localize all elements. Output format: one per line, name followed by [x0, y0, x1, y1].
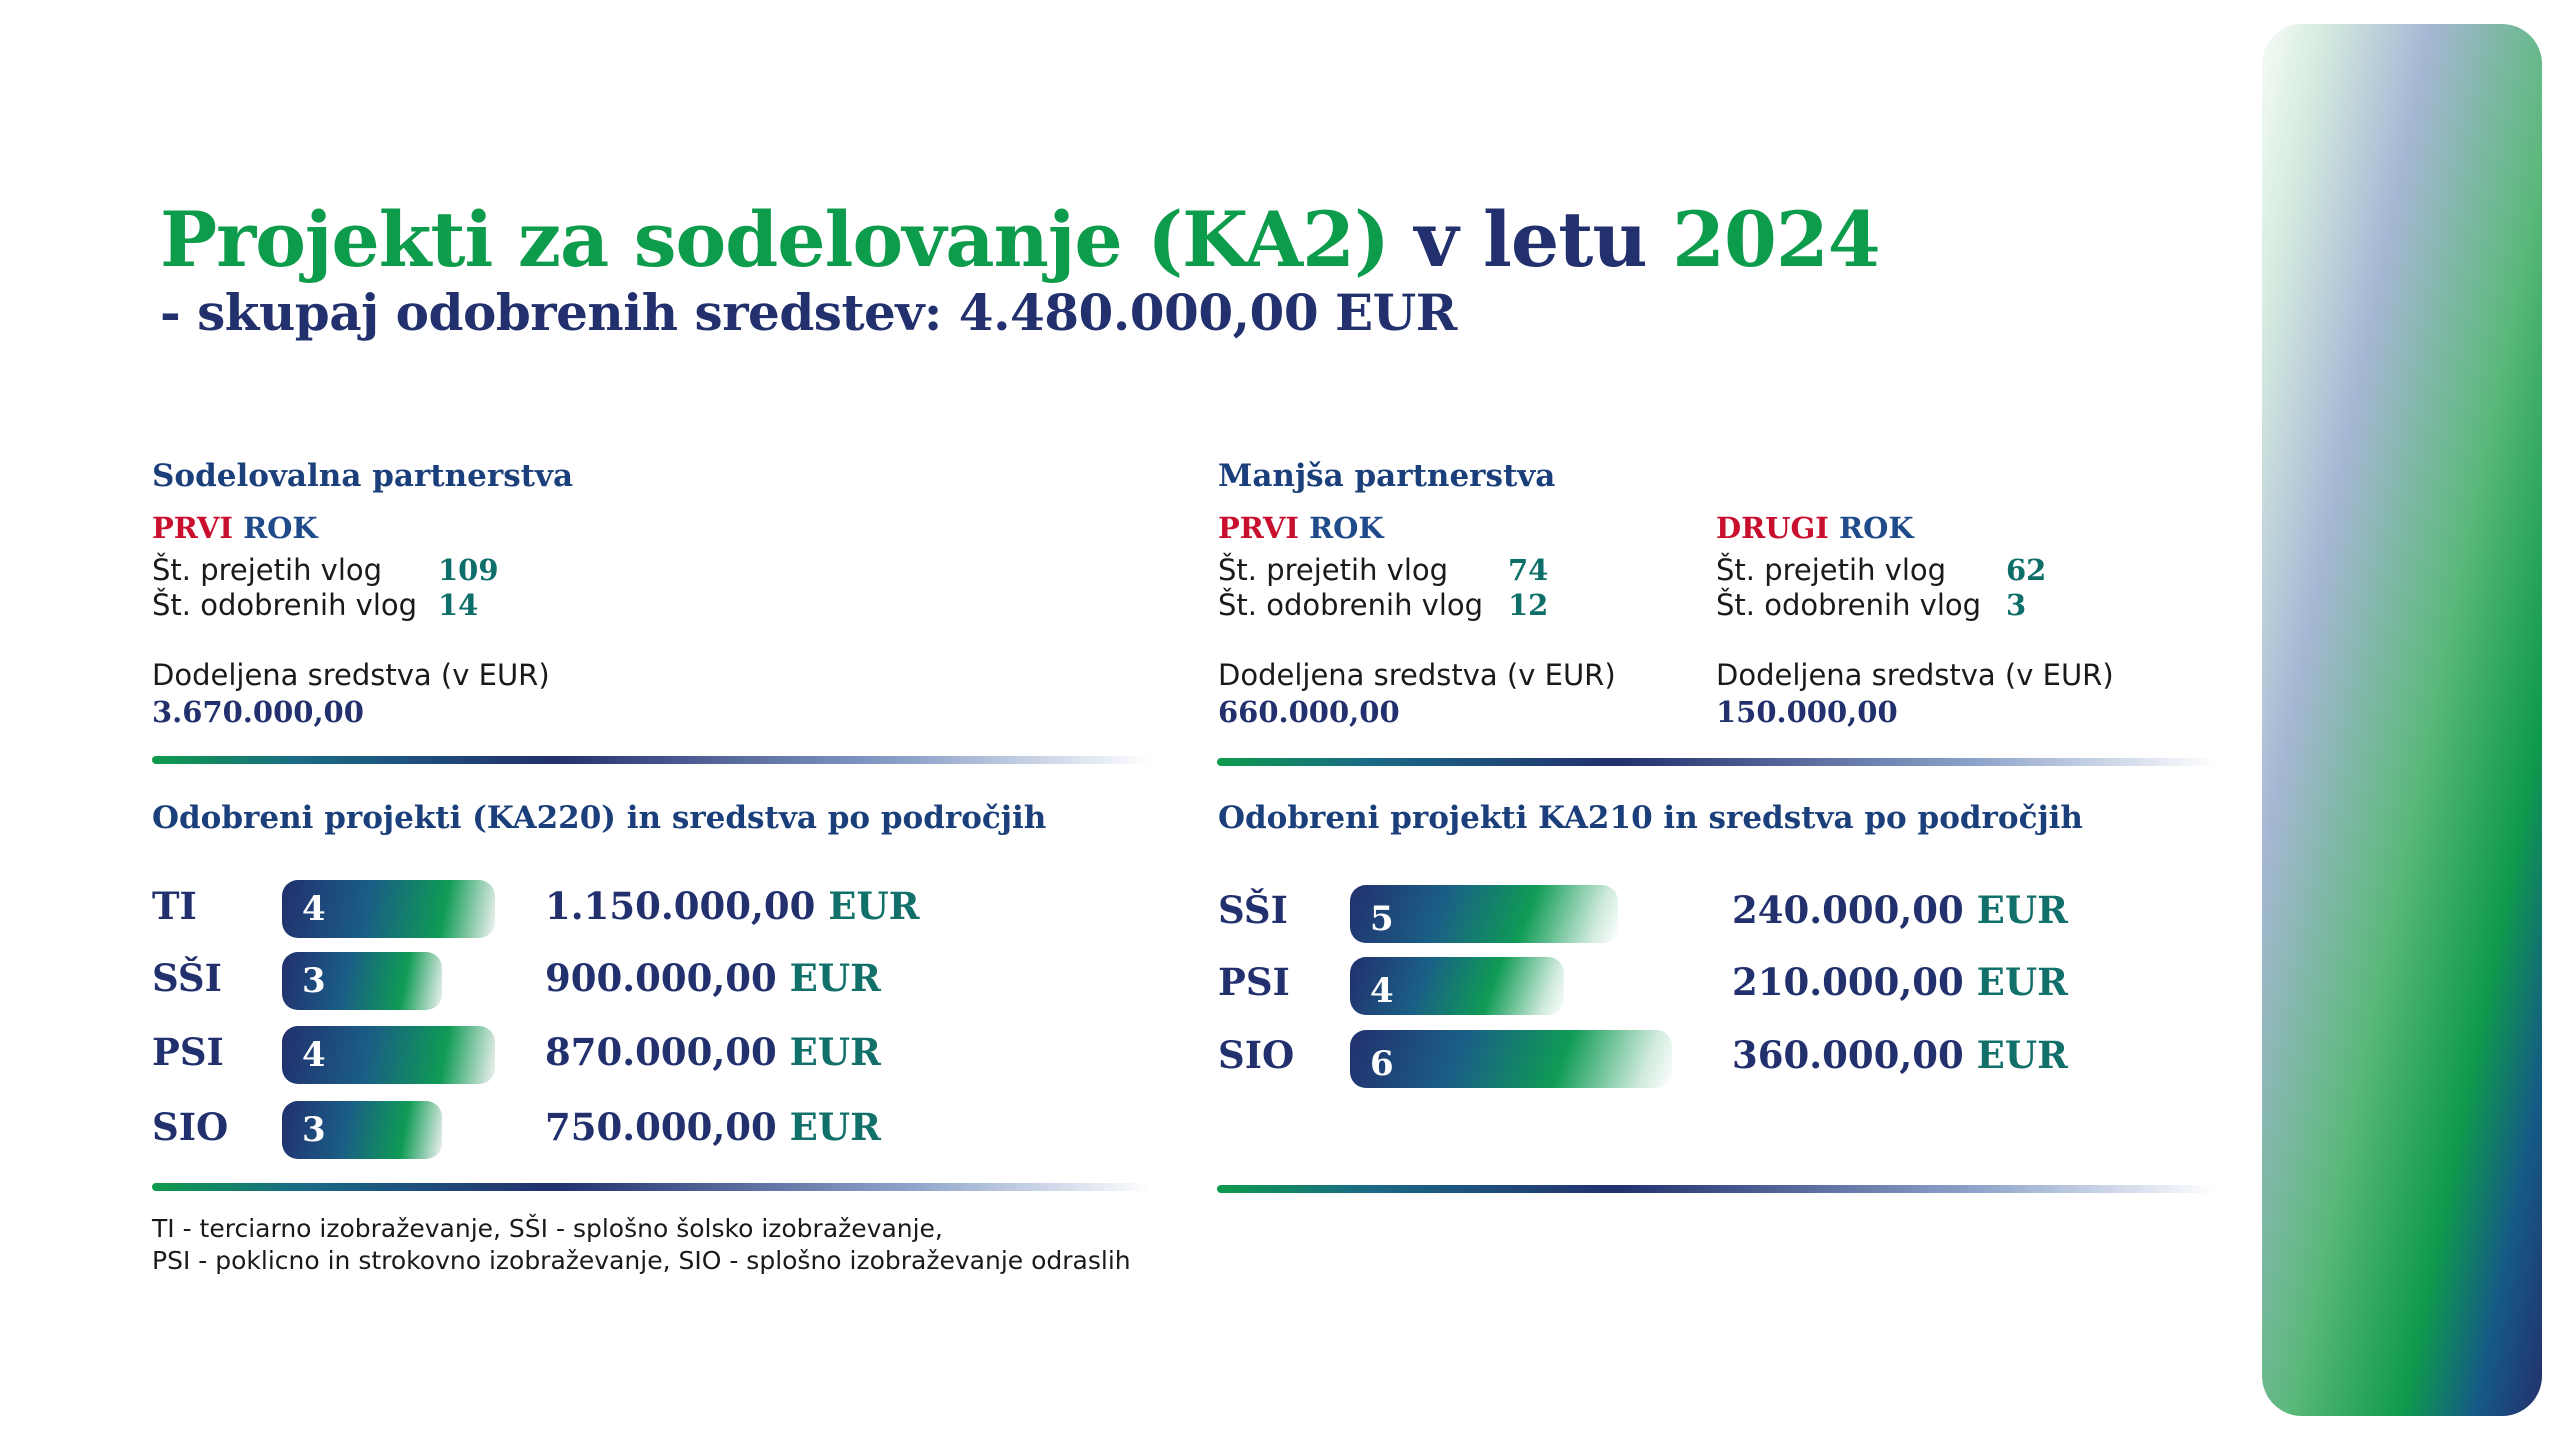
left-row-bar — [282, 952, 442, 1010]
left-row-bar — [282, 880, 495, 938]
right-approved-value: 3 — [2006, 588, 2027, 622]
left-row-currency: EUR — [828, 884, 920, 928]
right-row-abbr: SŠI — [1218, 888, 1288, 932]
right-row-amount — [1732, 960, 2068, 1004]
right-round-first-word: PRVI — [1218, 511, 1299, 545]
left-row-amount — [545, 956, 881, 1000]
right-approved-label: Št. odobrenih vlog — [1218, 588, 1484, 622]
right-funds-value: 150.000,00 — [1716, 695, 1898, 729]
left-row-abbr: PSI — [152, 1030, 224, 1074]
left-received-value: 109 — [438, 553, 499, 587]
left-approved-value: 14 — [438, 588, 479, 622]
right-round-label — [1716, 511, 1914, 545]
page-title — [160, 195, 1880, 284]
right-row-amount — [1732, 888, 2068, 932]
left-row-amount-value: 1.150.000,00 — [545, 884, 816, 928]
right-projects-heading: Odobreni projekti KA210 in sredstva po področjih — [1218, 800, 2083, 836]
left-row-currency: EUR — [789, 956, 881, 1000]
left-row-amount — [545, 1105, 881, 1149]
left-divider-top — [152, 756, 1152, 764]
footnote-line-2: PSI - poklicno in strokovno izobraževanje, SIO - splošno izobraževanje odraslih — [152, 1246, 1131, 1275]
left-row-currency: EUR — [789, 1030, 881, 1074]
right-received-label: Št. prejetih vlog — [1716, 553, 1947, 587]
right-received-value: 62 — [2006, 553, 2047, 587]
right-row-count: 6 — [1370, 1044, 1394, 1084]
left-round-second-word: ROK — [243, 511, 318, 545]
left-row-bar — [282, 1026, 495, 1084]
right-approved-value: 12 — [1508, 588, 1549, 622]
right-row-abbr: SIO — [1218, 1033, 1295, 1077]
title-part-1: Projekti za sodelovanje (KA2) — [160, 195, 1389, 284]
right-divider-top — [1217, 758, 2217, 766]
right-row-abbr: PSI — [1218, 960, 1290, 1004]
right-row-count: 5 — [1370, 899, 1394, 939]
right-funds-label: Dodeljena sredstva (v EUR) — [1716, 658, 2114, 692]
left-approved-label: Št. odobrenih vlog — [152, 588, 418, 622]
left-row-abbr: SŠI — [152, 956, 222, 1000]
right-round-second-word: ROK — [1309, 511, 1384, 545]
right-round-label — [1218, 511, 1384, 545]
right-received-value: 74 — [1508, 553, 1549, 587]
left-section-heading: Sodelovalna partnerstva — [152, 458, 574, 494]
right-row-amount-value: 360.000,00 — [1732, 1033, 1964, 1077]
left-row-currency: EUR — [789, 1105, 881, 1149]
right-row-amount-value: 240.000,00 — [1732, 888, 1964, 932]
left-row-bar — [282, 1101, 442, 1159]
right-divider-bottom — [1217, 1185, 2217, 1193]
footnote-line-1: TI - terciarno izobraževanje, SŠI - splošno šolsko izobraževanje, — [152, 1214, 943, 1243]
right-round-first-word: DRUGI — [1716, 511, 1829, 545]
left-divider-bottom — [152, 1183, 1152, 1191]
left-row-amount-value: 870.000,00 — [545, 1030, 777, 1074]
left-row-amount — [545, 1030, 881, 1074]
right-received-label: Št. prejetih vlog — [1218, 553, 1449, 587]
left-funds-label: Dodeljena sredstva (v EUR) — [152, 658, 550, 692]
left-row-amount-value: 750.000,00 — [545, 1105, 777, 1149]
right-row-count: 4 — [1370, 971, 1394, 1011]
title-year: 2024 — [1672, 195, 1880, 284]
left-round-label — [152, 511, 318, 545]
left-received-label: Št. prejetih vlog — [152, 553, 383, 587]
left-row-amount-value: 900.000,00 — [545, 956, 777, 1000]
left-row-abbr: SIO — [152, 1105, 229, 1149]
right-funds-value: 660.000,00 — [1218, 695, 1400, 729]
right-row-bar — [1350, 1030, 1672, 1088]
left-row-count: 3 — [302, 961, 326, 1001]
right-row-currency: EUR — [1976, 1033, 2068, 1077]
left-row-count: 4 — [302, 1035, 326, 1075]
right-funds-label: Dodeljena sredstva (v EUR) — [1218, 658, 1616, 692]
right-approved-label: Št. odobrenih vlog — [1716, 588, 1982, 622]
left-row-count: 4 — [302, 889, 326, 929]
left-row-count: 3 — [302, 1110, 326, 1150]
left-row-abbr: TI — [152, 884, 197, 928]
right-row-amount — [1732, 1033, 2068, 1077]
left-funds-value: 3.670.000,00 — [152, 695, 364, 729]
right-row-currency: EUR — [1976, 888, 2068, 932]
right-row-currency: EUR — [1976, 960, 2068, 1004]
title-part-2: v letu — [1388, 195, 1673, 284]
right-row-bar — [1350, 885, 1618, 943]
page-subtitle: - skupaj odobrenih sredstev: 4.480.000,00 EUR — [160, 283, 1457, 342]
right-section-heading: Manjša partnerstva — [1218, 458, 1556, 494]
right-row-amount-value: 210.000,00 — [1732, 960, 1964, 1004]
decorative-gradient-panel — [2262, 24, 2542, 1416]
left-row-amount — [545, 884, 919, 928]
left-projects-heading: Odobreni projekti (KA220) in sredstva po področjih — [152, 800, 1047, 836]
right-row-bar — [1350, 957, 1564, 1015]
left-round-first-word: PRVI — [152, 511, 233, 545]
right-round-second-word: ROK — [1838, 511, 1914, 545]
